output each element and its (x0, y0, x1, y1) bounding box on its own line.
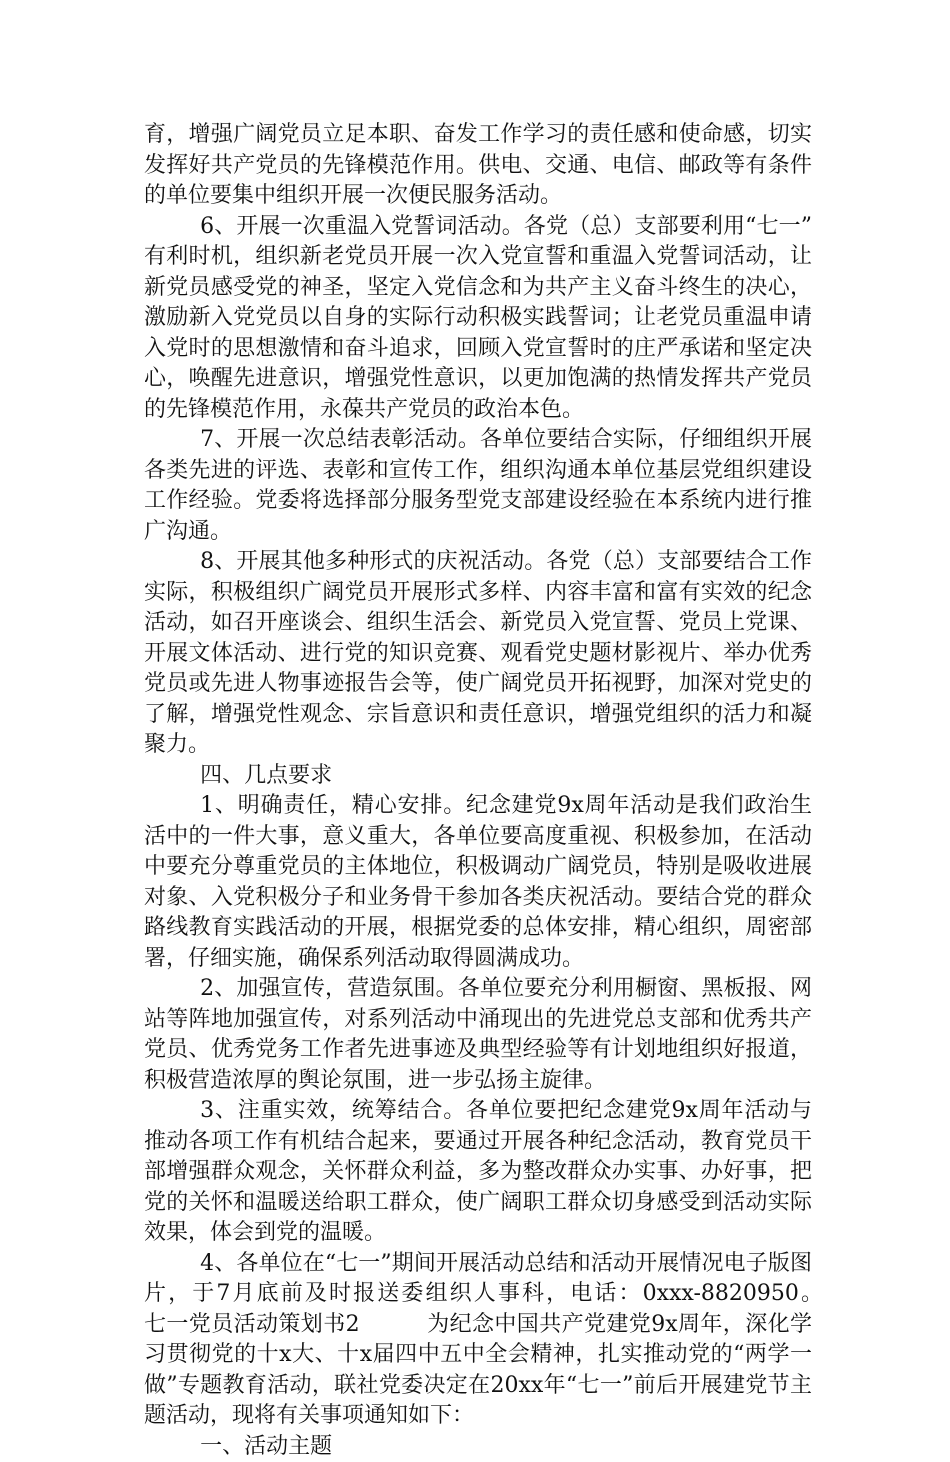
requirement-item-3: 3、注重实效，统筹结合。各单位要把纪念建党9x周年活动与推动各项工作有机结合起来，要通过开展各种纪念活动，教育党员干部增强群众观念，关怀群众利益，多为整改群众办实事、办好事，把党的关怀和温暖送给职工群众，使广阔职工群众切身感受到活动实际效果，体会到党的温暖。 (144, 1096, 812, 1249)
paragraph-item-8: 8、开展其他多种形式的庆祝活动。各党（总）支部要结合工作实际，积极组织广阔党员开展形式多样、内容丰富和富有实效的纪念活动，如召开座谈会、组织生活会、新党员入党宣誓、党员上党课、开展文体活动、进行党的知识竞赛、观看党史题材影视片、举办优秀党员或先进人物事迹报告会等，使广阔党员开拓视野，加深对党史的了解，增强党性观念、宗旨意识和责任意识，增强党组织的活力和凝聚力。 (144, 547, 812, 761)
paragraph-continuation: 育，增强广阔党员立足本职、奋发工作学习的责任感和使命感，切实发挥好共产党员的先锋模范作用。供电、交通、电信、邮政等有条件的单位要集中组织开展一次便民服务活动。 (144, 120, 812, 212)
requirement-item-1: 1、明确责任，精心安排。纪念建党9x周年活动是我们政治生活中的一件大事，意义重大，各单位要高度重视、积极参加，在活动中要充分尊重党员的主体地位，积极调动广阔党员，特别是吸收进展对象、入党积极分子和业务骨干参加各类庆祝活动。要结合党的群众路线教育实践活动的开展，根据党委的总体安排，精心组织，周密部署，仔细实施，确保系列活动取得圆满成功。 (144, 791, 812, 974)
paragraph-item-7: 7、开展一次总结表彰活动。各单位要结合实际，仔细组织开展各类先进的评选、表彰和宣传工作，组织沟通本单位基层党组织建设工作经验。党委将选择部分服务型党支部建设经验在本系统内进行推广沟通。 (144, 425, 812, 547)
paragraph-item-6: 6、开展一次重温入党誓词活动。各党（总）支部要利用“七一”有利时机，组织新老党员开展一次入党宣誓和重温入党誓词活动，让新党员感受党的神圣，坚定入党信念和为共产主义奋斗终生的决心，激励新入党党员以自身的实际行动积极实践誓词；让老党员重温申请入党时的思想激情和奋斗追求，回顾入党宣誓时的庄严承诺和坚定决心，唤醒先进意识，增强党性意识，以更加饱满的热情发挥共产党员的先锋模范作用，永葆共产党员的政治本色。 (144, 212, 812, 426)
document-body (144, 120, 812, 1462)
requirement-item-4: 4、各单位在“七一”期间开展活动总结和活动开展情况电子版图片，于7月底前及时报送委组织人事科，电话：0xxx-8820950。 七一党员活动策划书2 为纪念中国共产党建党9x周年，深化学习贯彻党的十x大、十x届四中五中全会精神，扎实推动党的“两学一做”专题教育活动，联社党委决定在20xx年“七一”前后开展建党节主题活动，现将有关事项通知如下： (144, 1249, 812, 1432)
requirement-item-2: 2、加强宣传，营造氛围。各单位要充分利用橱窗、黑板报、网站等阵地加强宣传，对系列活动中涌现出的先进党总支部和优秀共产党员、优秀党务工作者先进事迹及典型经验等有计划地组织好报道，积极营造浓厚的舆论氛围，进一步弘扬主旋律。 (144, 974, 812, 1096)
section-heading-activity-theme: 一、活动主题 (144, 1432, 812, 1462)
section-heading-requirements: 四、几点要求 (144, 761, 812, 792)
